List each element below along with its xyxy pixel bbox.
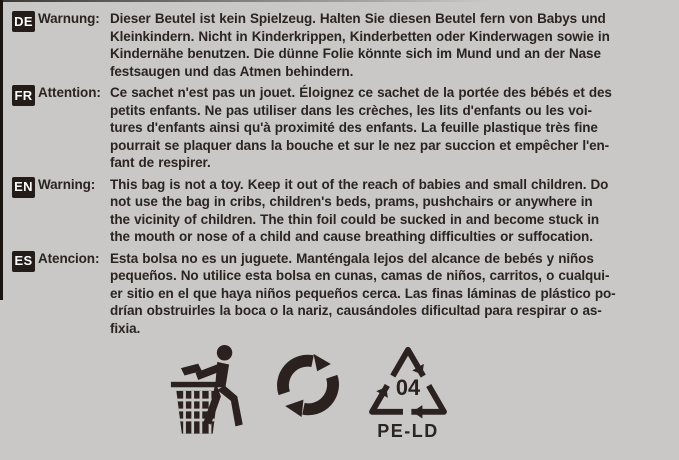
language-badge: EN: [12, 177, 35, 198]
warning-block: [0, 176, 679, 246]
symbols-row: [170, 344, 679, 442]
language-badge: FR: [12, 85, 35, 106]
warning-line: petits enfants. Ne pas utiliser dans les crèches, les lits d'enfants ou les voi-: [110, 102, 592, 118]
warning-line: Dieser Beutel ist kein Spielzeug. Halten Sie diesen Beutel fern von Babys und: [110, 11, 606, 26]
warning-line: not use the bag in cribs, children's beds, prams, pushchairs or anywhere in: [110, 194, 593, 209]
warning-line: pequeños. No utilice esta bolsa en cunas, camas de niños, carritos, o cualqui-: [110, 268, 610, 283]
warning-line: festsaugen und das Atmen behindern.: [110, 63, 354, 79]
language-badge: ES: [12, 251, 35, 272]
warning-line: the vicinity of children. The thin foil could be sucked in and become stuck in: [110, 211, 600, 227]
warning-label: Atencion:: [38, 250, 100, 266]
language-badge: DE: [12, 11, 35, 32]
resin-code-number: 04: [395, 375, 421, 401]
photo-top-edge: [0, 0, 679, 2]
warning-line: fant de respirer.: [110, 155, 211, 170]
resin-code-icon: [366, 344, 450, 442]
warning-line: the mouth or nose of a child and cause breathing difficulties or suffocation.: [110, 229, 593, 244]
tidy-man-icon: [170, 344, 250, 436]
warning-block: [0, 84, 679, 172]
warning-block: [0, 10, 679, 80]
warning-line: pourrait se plaquer dans la bouche et sur le nez par succion et empêcher l'en-: [110, 137, 610, 153]
resin-material-label: PE-LD: [377, 421, 439, 441]
warning-line: Esta bolsa no es un juguete. Manténgala lejos del alcance de bebés y niños: [110, 250, 594, 266]
warning-line: drían obstruirles la boca o la nariz, causándoles dificultad para respirar o as-: [110, 303, 602, 318]
warning-line: fixia.: [110, 320, 141, 336]
green-dot-icon: [276, 353, 340, 417]
warning-line: tures d'enfants ainsi qu'à proximité des enfants. La feuille plastique très fine: [110, 120, 598, 135]
warning-label: Warnung:: [38, 11, 100, 26]
warning-line: Kleinkindern. Nicht in Kinderkrippen, Kinderbetten oder Kinderwagen sowie in: [110, 28, 610, 44]
warning-line: Kindernähe benutzen. Die dünne Folie könnte sich im Mund und an der Nase: [110, 46, 601, 61]
warning-line: Ce sachet n'est pas un jouet. Éloignez ce sachet de la portée des bébés et des: [110, 85, 612, 100]
warning-block: [0, 250, 679, 338]
warning-line: This bag is not a toy. Keep it out of the reach of babies and small children. Do: [110, 176, 609, 192]
warning-line: er sitio en el que haya niños pequeños cerca. Las finas láminas de plástico po-: [110, 285, 616, 301]
warning-label: Warning:: [38, 176, 96, 192]
warning-label: Attention:: [38, 85, 101, 100]
